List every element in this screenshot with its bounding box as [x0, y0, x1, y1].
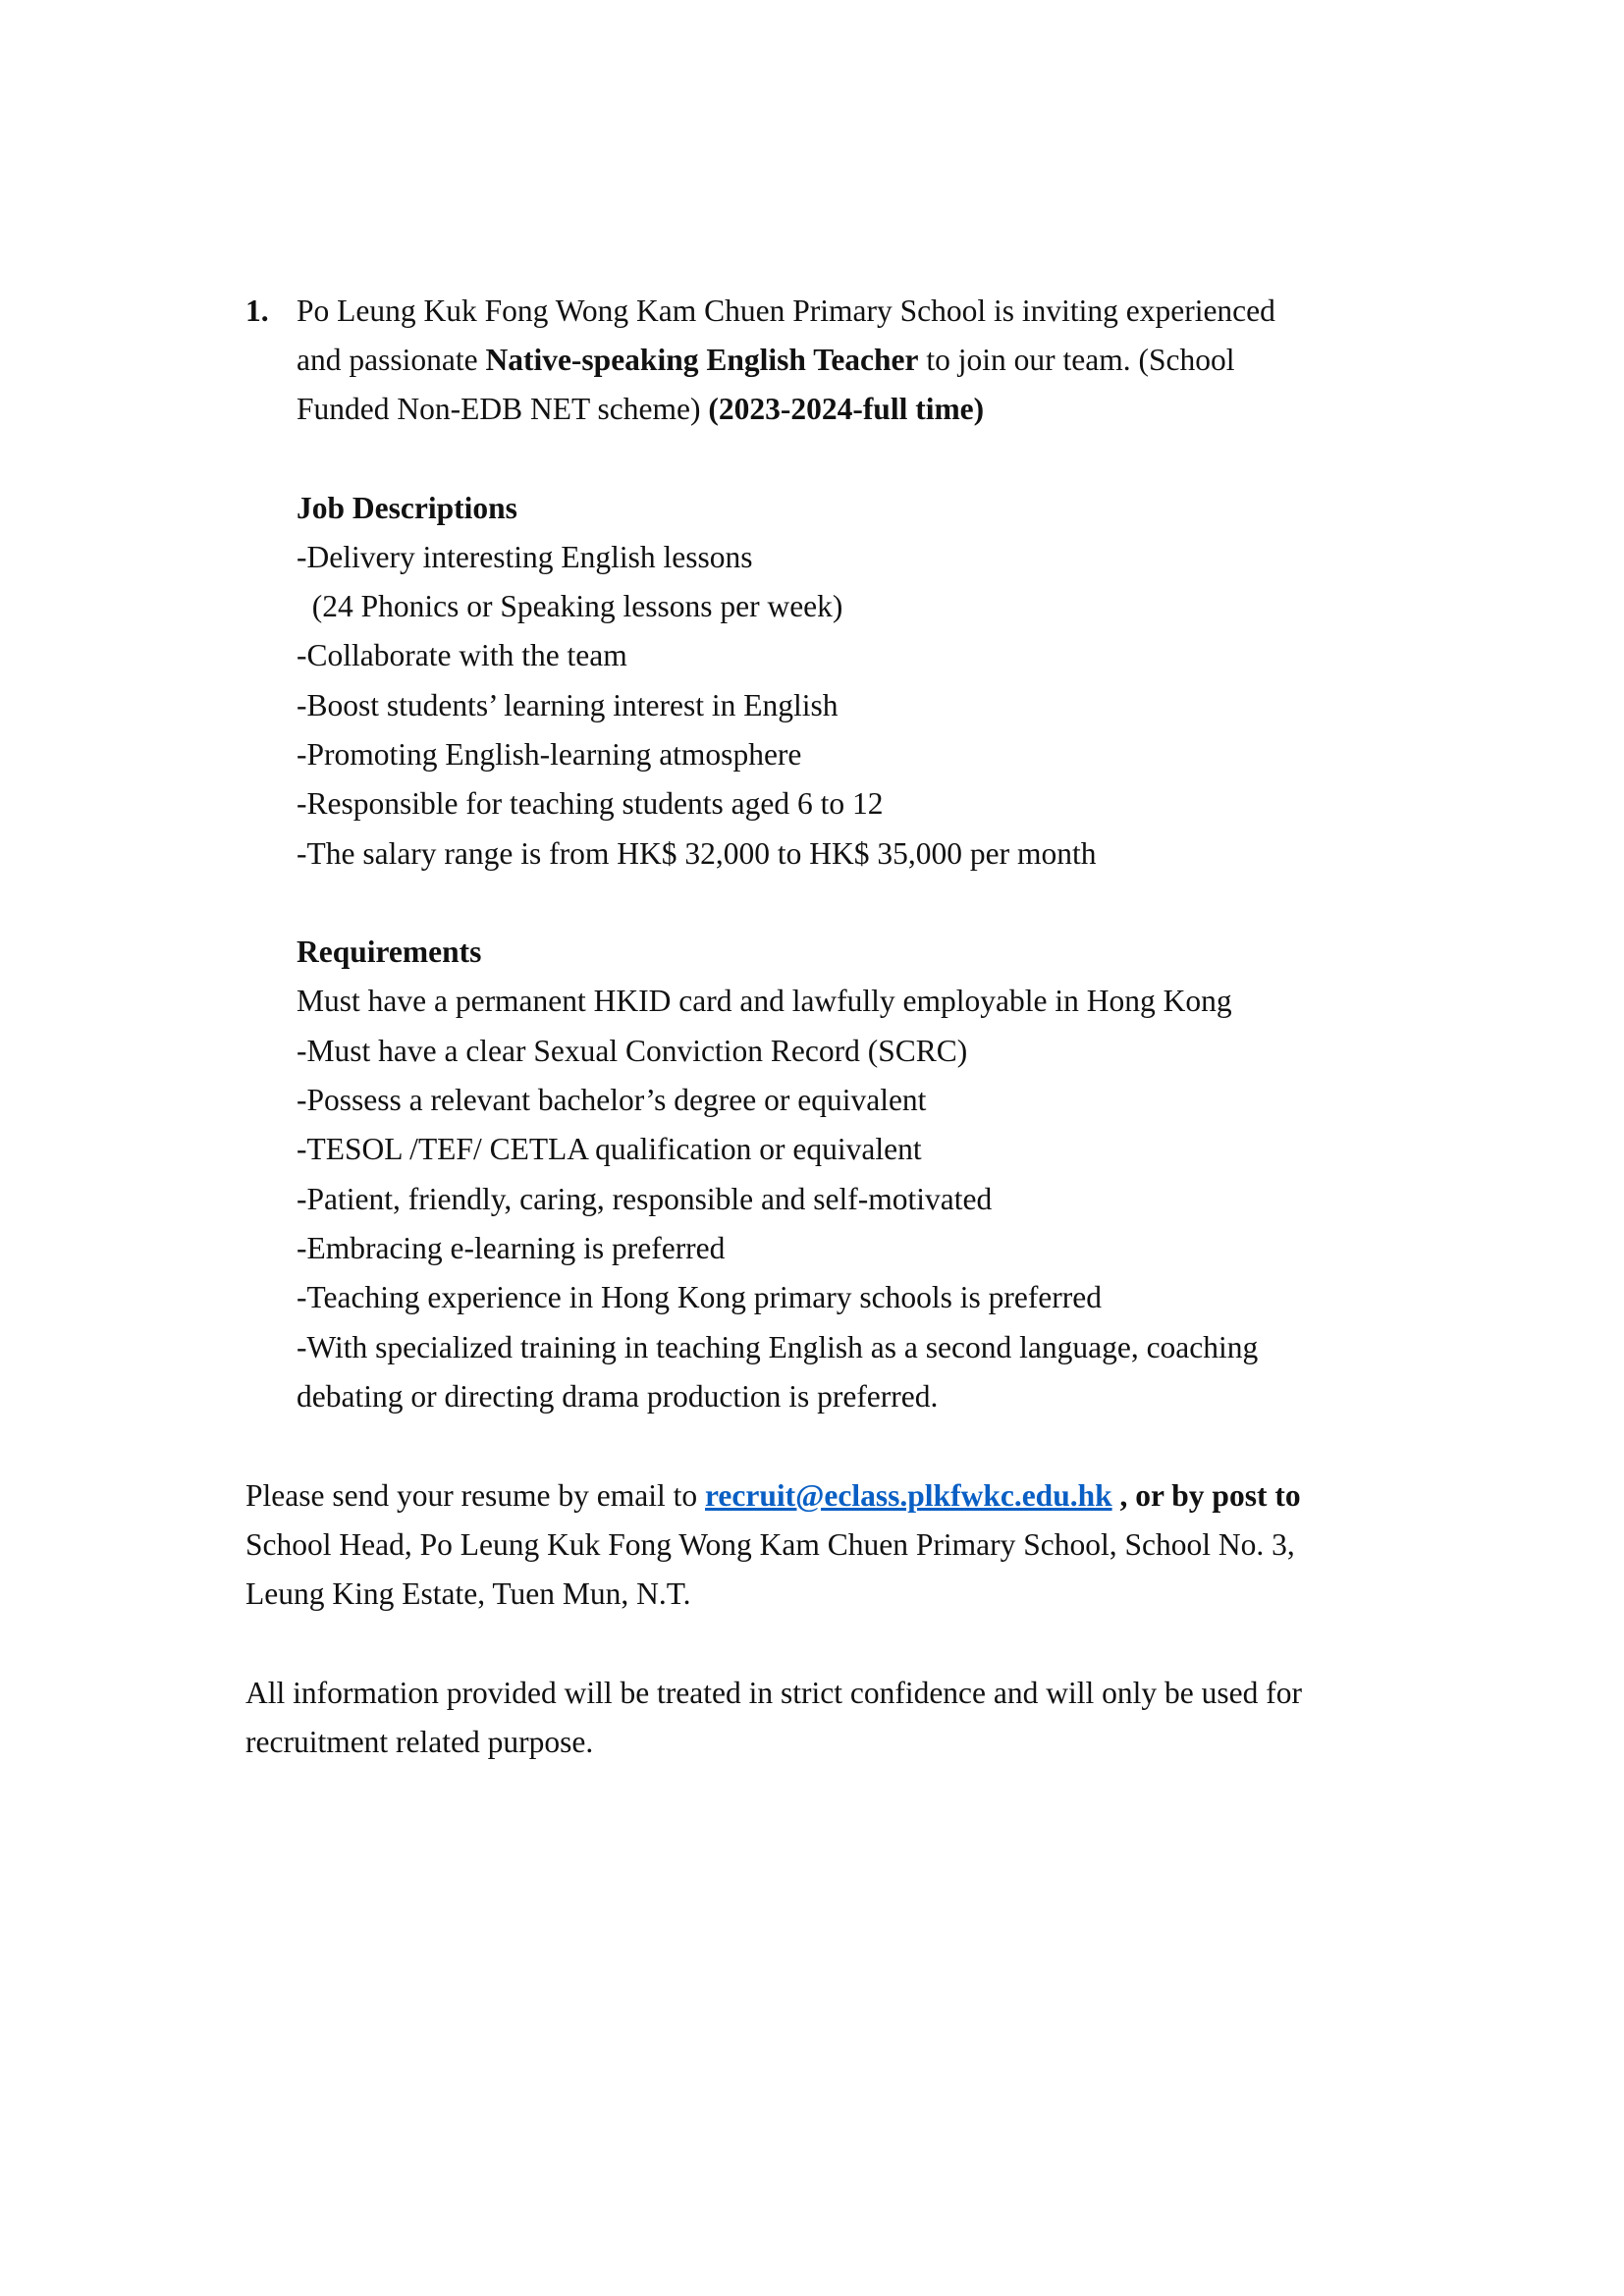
job-item: (24 Phonics or Speaking lessons per week): [297, 589, 843, 623]
contact-line-3: Leung King Estate, Tuen Mun, N.T.: [245, 1576, 691, 1611]
requirement-item: -Embracing e-learning is preferred: [297, 1231, 726, 1265]
requirements-heading: Requirements: [297, 934, 482, 969]
intro-line-3: [297, 385, 984, 434]
contact-line-2: School Head, Po Leung Kuk Fong Wong Kam Chuen Primary School, School No. 3,: [245, 1527, 1295, 1562]
requirement-item: -Possess a relevant bachelor’s degree or equivalent: [297, 1083, 927, 1117]
job-item: -Promoting English-learning atmosphere: [297, 737, 802, 772]
contact-line-1: [245, 1471, 1301, 1521]
email-link[interactable]: recruit@eclass.plkfwkc.edu.hk: [705, 1478, 1112, 1513]
job-item: -Collaborate with the team: [297, 638, 627, 672]
job-item: -Responsible for teaching students aged 6 to 12: [297, 786, 884, 821]
intro-text: to join our team. (School: [918, 343, 1235, 377]
intro-text: and passionate: [297, 343, 486, 377]
contact-text: Please send your resume by email to: [245, 1478, 706, 1513]
requirement-item: debating or directing drama production is preferred.: [297, 1379, 939, 1414]
requirement-item: -Teaching experience in Hong Kong primary schools is preferred: [297, 1280, 1102, 1314]
requirement-item: -Patient, friendly, caring, responsible and self-motivated: [297, 1182, 993, 1216]
intro-text: Funded Non-EDB NET scheme): [297, 392, 709, 426]
position-title: Native-speaking English Teacher: [485, 343, 919, 377]
intro-line-1: Po Leung Kuk Fong Wong Kam Chuen Primary School is inviting experienced: [297, 294, 1275, 328]
intro-line-2: [297, 336, 1234, 385]
requirement-item: -TESOL /TEF/ CETLA qualification or equivalent: [297, 1132, 922, 1166]
job-item: -The salary range is from HK$ 32,000 to HK$ 35,000 per month: [297, 836, 1097, 871]
list-number: 1.: [245, 294, 269, 328]
requirement-item: -Must have a clear Sexual Conviction Record (SCRC): [297, 1034, 968, 1068]
requirement-item: -With specialized training in teaching English as a second language, coaching: [297, 1330, 1259, 1364]
confidentiality-line-1: All information provided will be treated in strict confidence and will only be used for: [245, 1676, 1302, 1710]
confidentiality-line-2: recruitment related purpose.: [245, 1725, 594, 1759]
contact-text: , or by post to: [1111, 1478, 1301, 1513]
job-item: -Boost students’ learning interest in English: [297, 688, 839, 722]
contract-term: (2023-2024-full time): [708, 392, 985, 426]
job-item: -Delivery interesting English lessons: [297, 540, 753, 574]
job-descriptions-heading: Job Descriptions: [297, 491, 517, 525]
requirement-item: Must have a permanent HKID card and lawfully employable in Hong Kong: [297, 984, 1232, 1018]
